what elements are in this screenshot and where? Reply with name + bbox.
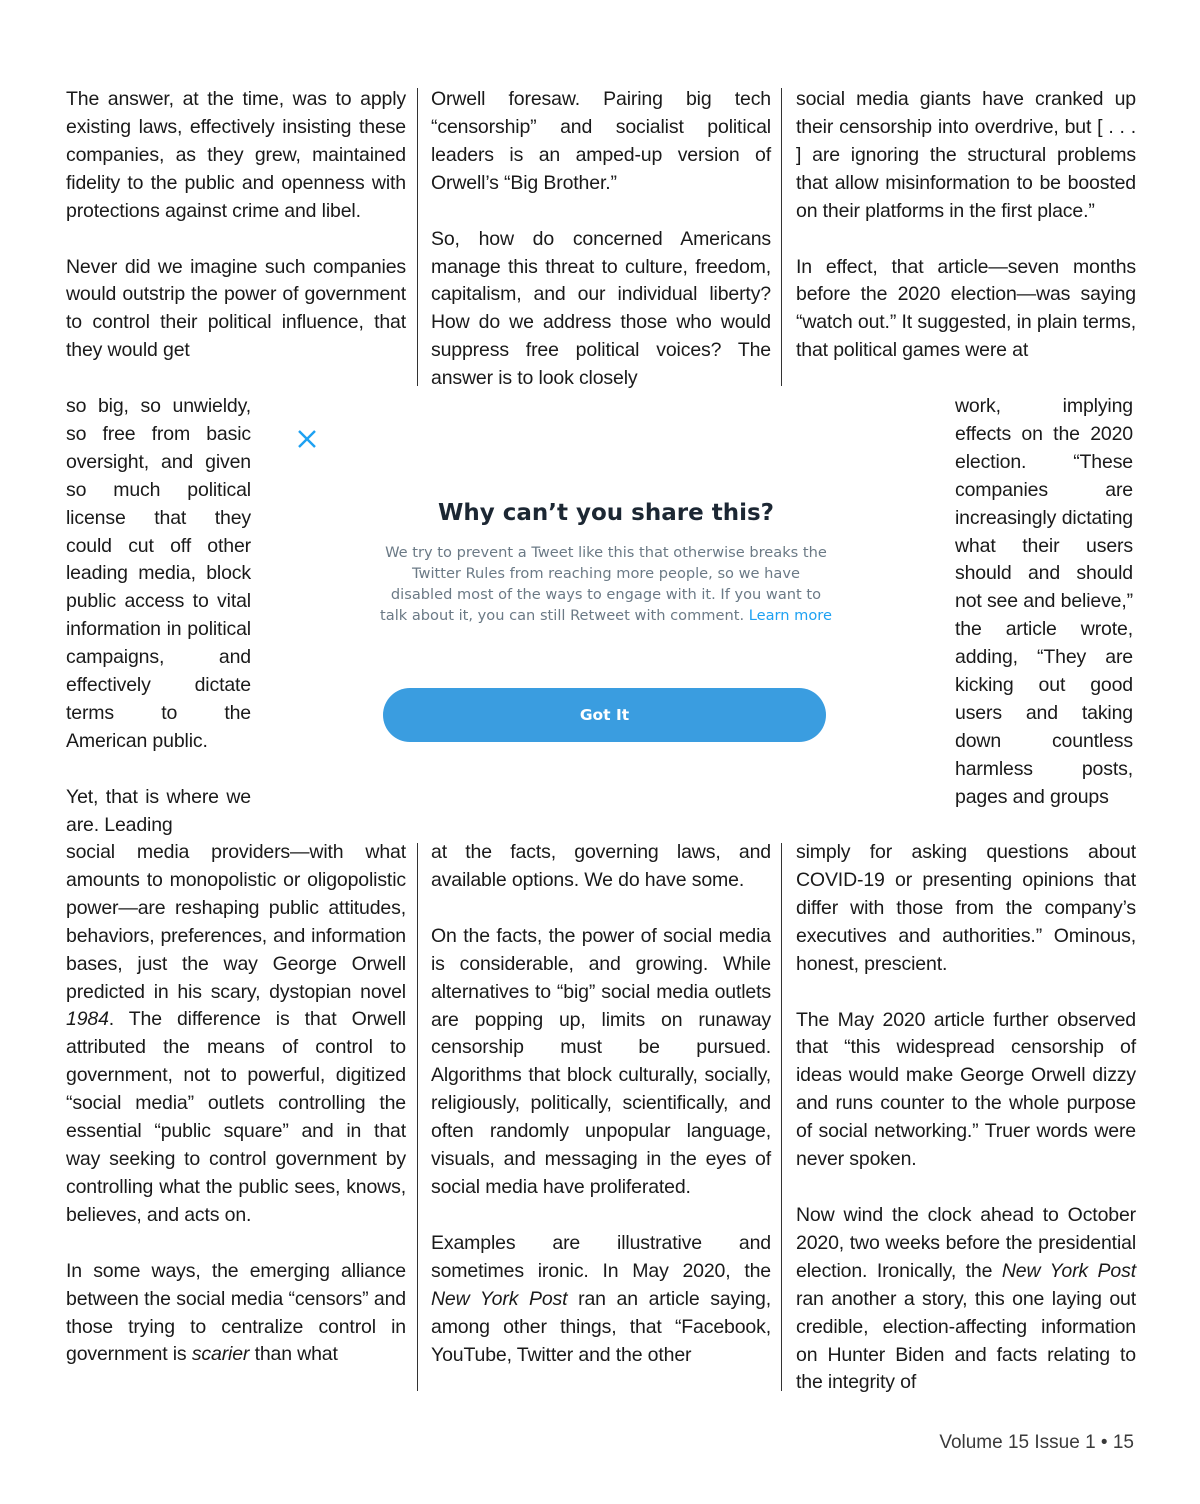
- col2-paragraph-1: Orwell foresaw. Pairing big tech “censorship” and socialist political leaders is an amped-up version of Orwell’s “Big Brother.”: [431, 88, 771, 194]
- col3-top: [796, 86, 1136, 365]
- col2-bottom: [431, 839, 771, 1369]
- col3-paragraph-2-side: work, implying effects on the 2020 election. “These companies are increasingly dictating what their users should and should not see and believe,” the article wrote, adding, “They are kicking out good users and taking down countless harmless posts, pages and groups: [955, 395, 1133, 808]
- col3-paragraph-1: social media giants have cranked up their censorship into overdrive, but [ . . . ] are ignoring the structural problems that allow misinformation to be boosted on their platforms in the first place.”: [796, 88, 1136, 222]
- col1-bottom: [66, 839, 406, 1369]
- col1-wrap: [66, 393, 251, 840]
- col3-paragraph-2-bottom: simply for asking questions about COVID-19 or presenting opinions that differ with those from the company’s executives and authorities.” Ominous, honest, prescient.: [796, 841, 1136, 975]
- column-divider: [781, 88, 782, 386]
- column-divider: [417, 88, 418, 386]
- col2-paragraph-4: Examples are illustrative and sometimes ironic. In May 2020, the New York Post ran an article saying, among other things, that “Facebook, YouTube, Twitter and the other: [431, 1231, 771, 1366]
- learn-more-link[interactable]: Learn more: [748, 607, 832, 624]
- col1-paragraph-3-bottom: social media providers—with what amounts to monopolistic or oligopolistic power—are reshaping public attitudes, behaviors, preferences, and information bases, just the way George Orwell predicted in his scary, dystopian novel 1984. The difference is that Orwell attributed the means of control to government, not to powerful, digitized “social media” outlets controlling the essential “public square” and in that way seeking to control government by controlling what the public sees, knows, believes, and acts on.: [66, 841, 406, 1226]
- col2-paragraph-3: On the facts, the power of social media is considerable, and growing. While alternatives to “big” social media outlets are popping up, limits on runaway censorship must be pursued. Algorithms that block culturally, socially, religiously, politically, scientifically, and often randomly unpopular language, visuals, and messaging in the eyes of social media have proliferated.: [431, 924, 771, 1198]
- close-icon[interactable]: [296, 428, 318, 450]
- col1-paragraph-1: The answer, at the time, was to apply existing laws, effectively insisting these companies, as they grew, maintained fidelity to the public and openness with protections against crime and libel.: [66, 88, 406, 222]
- column-divider: [781, 843, 782, 1391]
- tweet-share-dialog: [262, 408, 950, 813]
- novel-title: 1984: [66, 1008, 109, 1031]
- col2-paragraph-2: So, how do concerned Americans manage this threat to culture, freedom, capitalism, and our individual liberty? How do we address those who would suppress free political voices? The answer is to look closely: [431, 227, 771, 390]
- col3-paragraph-3: The May 2020 article further observed that “this widespread censorship of ideas would make George Orwell dizzy and runs counter to the whole purpose of social networking.” Truer words were never spoken.: [796, 1008, 1136, 1171]
- publication-name: New York Post: [431, 1287, 568, 1310]
- col1-paragraph-4: In some ways, the emerging alliance between the social media “censors” and those trying to centralize control in government is scarier than what: [66, 1259, 406, 1366]
- emphasis-scarier: scarier: [191, 1343, 250, 1366]
- col2-top: [431, 86, 771, 393]
- col3-bottom: [796, 839, 1136, 1397]
- col1-paragraph-2-top: Never did we imagine such companies would outstrip the power of government to control their political influence, that they would get: [66, 255, 406, 362]
- col2-paragraph-2-cont: at the facts, governing laws, and available options. We do have some.: [431, 841, 771, 891]
- col1-top: [66, 86, 406, 365]
- publication-name: New York Post: [1001, 1259, 1136, 1282]
- page-footer: Volume 15 Issue 1 • 15: [939, 1432, 1134, 1453]
- col1-paragraph-3-side: Yet, that is where we are. Leading: [66, 785, 251, 836]
- got-it-button[interactable]: Got It: [383, 688, 826, 742]
- col3-wrap: [955, 393, 1133, 812]
- dialog-body: We try to prevent a Tweet like this that otherwise breaks the Twitter Rules from reaching more people, so we have disabled most of the ways to engage with it. If you want to talk about it, you can still Retweet with comment. Learn more: [380, 544, 832, 624]
- dialog-title: Why can’t you share this?: [437, 500, 774, 526]
- col3-paragraph-2-top: In effect, that article—seven months before the 2020 election—was saying “watch out.” It suggested, in plain terms, that political games were at: [796, 255, 1136, 362]
- col1-paragraph-2-side: so big, so unwieldy, so free from basic oversight, and given so much political license that they could cut off other leading media, block public access to vital information in political campaigns, and effectively dictate terms to the American public.: [66, 395, 251, 752]
- col3-paragraph-4: Now wind the clock ahead to October 2020, two weeks before the presidential election. Ironically, the New York Post ran another a story, this one laying out credible, election-affecting information on Hunter Biden and facts relating to the integrity of: [796, 1203, 1136, 1394]
- column-divider: [417, 843, 418, 1391]
